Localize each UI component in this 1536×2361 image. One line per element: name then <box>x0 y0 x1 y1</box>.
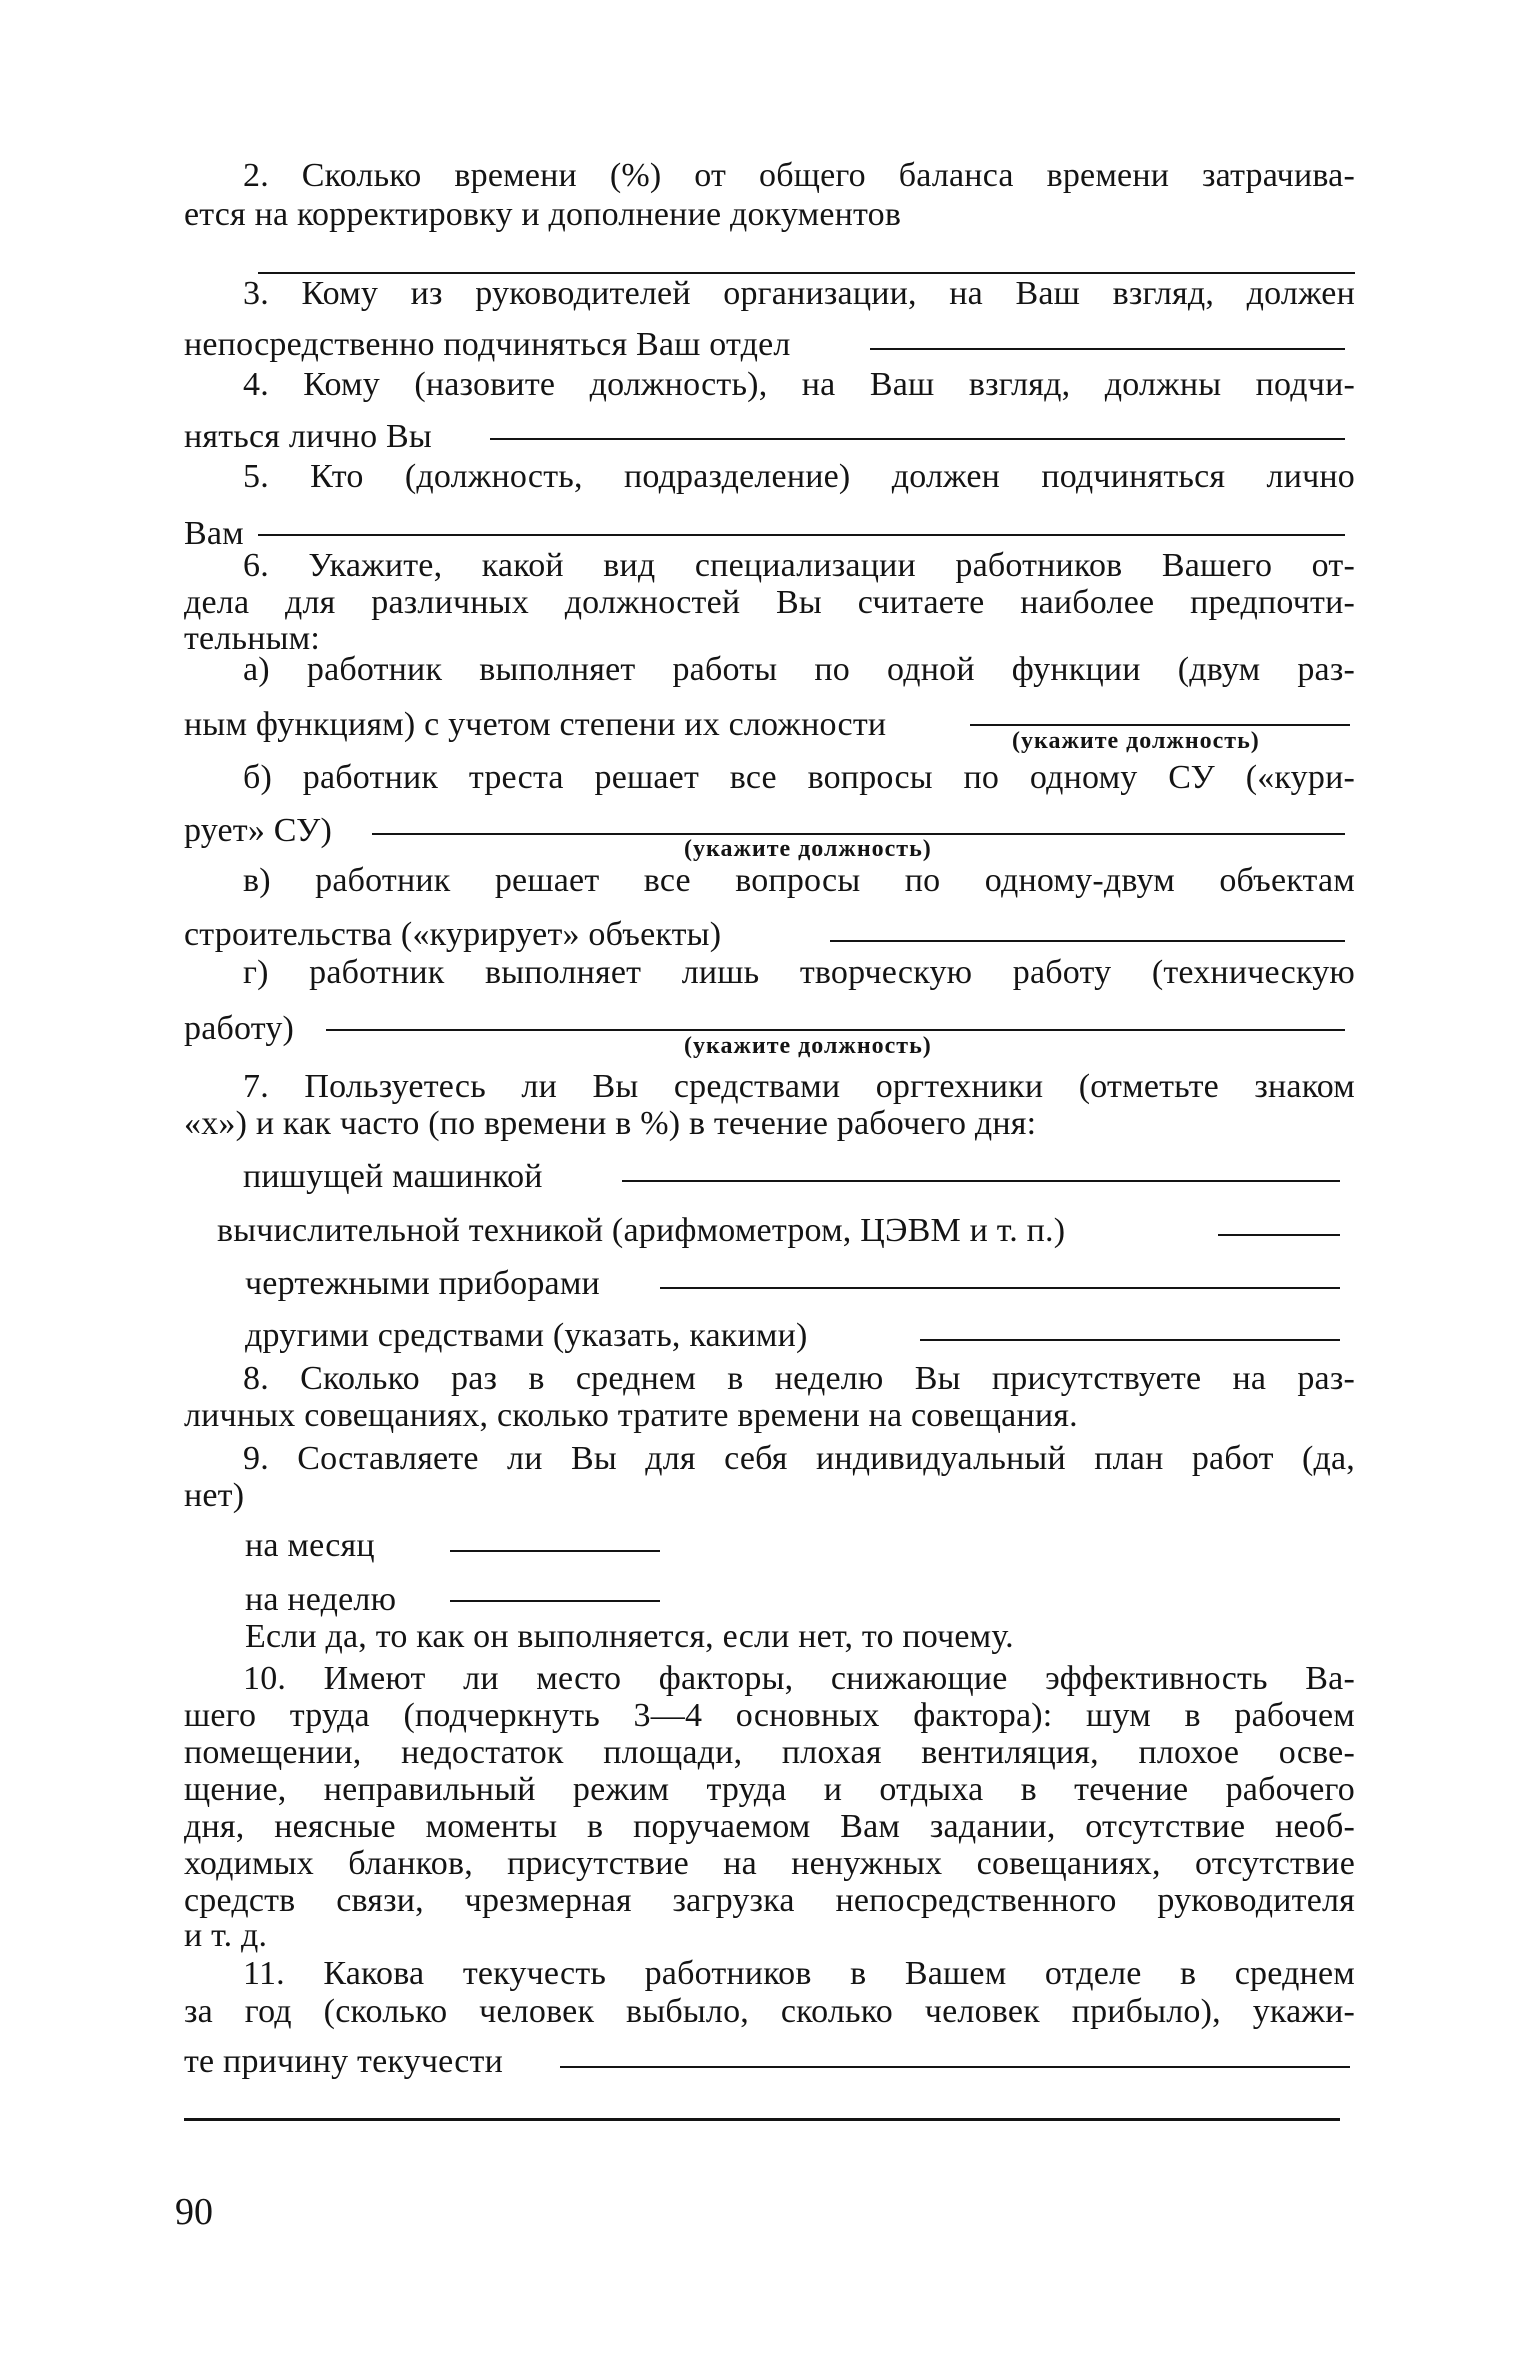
q7-item-typewriter: пишущей машинкой <box>243 1158 543 1195</box>
q6a-hint: (укажите должность) <box>1012 728 1260 754</box>
q10-line-2: шего труда (подчеркнуть 3—4 основных фактора): шум в рабочем <box>184 1697 1355 1734</box>
q9-line-1: 9. Составляете ли Вы для себя индивидуальный план работ (да, <box>243 1440 1355 1477</box>
q3-answer-line[interactable] <box>870 348 1345 350</box>
q10-line-7: средств связи, чрезмерная загрузка непосредственного руководителя <box>184 1882 1355 1919</box>
q10-line-3: помещении, недостаток площади, плохая вентиляция, плохое осве- <box>184 1734 1355 1771</box>
q9-note: Если да, то как он выполняется, если нет, то почему. <box>245 1618 1014 1655</box>
q9-week-label: на неделю <box>245 1581 397 1618</box>
q11-line-1: 11. Какова текучесть работников в Вашем отделе в среднем <box>243 1955 1355 1992</box>
q7-computing-answer-line[interactable] <box>1218 1234 1340 1236</box>
q6a-answer-line[interactable] <box>970 724 1350 726</box>
q6a-line-2: ным функциям) с учетом степени их сложности <box>184 706 887 743</box>
q6-line-2: дела для различных должностей Вы считаете наиболее предпочти- <box>184 584 1355 621</box>
q8-line-1: 8. Сколько раз в среднем в неделю Вы присутствуете на раз- <box>243 1360 1355 1397</box>
q6-line-1: 6. Укажите, какой вид специализации работников Вашего от- <box>243 547 1355 584</box>
q3-line-1: 3. Кому из руководителей организации, на Ваш взгляд, должен <box>243 275 1355 312</box>
q7-item-other: другими средствами (указать, какими) <box>245 1317 808 1354</box>
q6v-answer-line[interactable] <box>830 940 1345 942</box>
q6g-line-1: г) работник выполняет лишь творческую работу (техническую <box>243 954 1355 991</box>
q5-answer-line[interactable] <box>258 534 1345 536</box>
q9-line-2: нет) <box>184 1477 245 1514</box>
q6b-answer-line[interactable] <box>372 833 1345 835</box>
q4-line-1: 4. Кому (назовите должность), на Ваш взгляд, должны подчи- <box>243 366 1355 403</box>
q4-answer-line[interactable] <box>490 438 1345 440</box>
q9-week-answer-line[interactable] <box>450 1600 660 1602</box>
q6-line-3: тельным: <box>184 620 321 657</box>
q11-answer-line-2[interactable] <box>184 2118 1340 2121</box>
q7-item-drawing: чертежными приборами <box>245 1265 600 1302</box>
q6a-line-1: а) работник выполняет работы по одной функции (двум раз- <box>243 651 1355 688</box>
q7-drawing-answer-line[interactable] <box>660 1287 1340 1289</box>
q11-answer-line-1[interactable] <box>560 2066 1350 2068</box>
q7-item-computing: вычислительной техникой (арифмометром, ЦЭВМ и т. п.) <box>217 1212 1066 1249</box>
q10-line-8: и т. д. <box>184 1917 268 1954</box>
q7-line-1: 7. Пользуетесь ли Вы средствами оргтехники (отметьте знаком <box>243 1068 1355 1105</box>
q9-month-answer-line[interactable] <box>450 1550 660 1552</box>
q4-line-2: няться лично Вы <box>184 418 432 455</box>
q6g-line-2: работу) <box>184 1010 295 1047</box>
q7-line-2: «х») и как часто (по времени в %) в течение рабочего дня: <box>184 1105 1037 1142</box>
q2-line-2: ется на корректировку и дополнение документов <box>184 196 902 233</box>
q9-month-label: на месяц <box>245 1527 375 1564</box>
q10-line-5: дня, неясные моменты в поручаемом Вам задании, отсутствие необ- <box>184 1808 1355 1845</box>
q7-typewriter-answer-line[interactable] <box>622 1180 1340 1182</box>
q6v-line-2: строительства («курирует» объекты) <box>184 916 722 953</box>
q5-line-2: Вам <box>184 515 244 552</box>
q7-other-answer-line[interactable] <box>920 1339 1340 1341</box>
q6b-line-1: б) работник треста решает все вопросы по одному СУ («кури- <box>243 759 1355 796</box>
q3-line-2: непосредственно подчиняться Ваш отдел <box>184 326 791 363</box>
q10-line-4: щение, неправильный режим труда и отдыха в течение рабочего <box>184 1771 1355 1808</box>
q10-line-1: 10. Имеют ли место факторы, снижающие эффективность Ва- <box>243 1660 1355 1697</box>
q6g-hint: (укажите должность) <box>684 1033 932 1059</box>
q2-answer-line[interactable] <box>258 272 1355 274</box>
q8-line-2: личных совещаниях, сколько тратите времени на совещания. <box>184 1397 1078 1434</box>
q2-line-1: 2. Сколько времени (%) от общего баланса времени затрачива- <box>243 157 1355 194</box>
q5-line-1: 5. Кто (должность, подразделение) должен подчиняться лично <box>243 458 1355 495</box>
q10-line-6: ходимых бланков, присутствие на ненужных совещаниях, отсутствие <box>184 1845 1355 1882</box>
q6v-line-1: в) работник решает все вопросы по одному-двум объектам <box>243 862 1355 899</box>
q11-line-3: те причину текучести <box>184 2043 503 2080</box>
q6b-line-2: рует» СУ) <box>184 812 332 849</box>
q6g-answer-line[interactable] <box>326 1029 1345 1031</box>
page-number: 90 <box>175 2191 213 2233</box>
q6b-hint: (укажите должность) <box>684 836 932 862</box>
q11-line-2: за год (сколько человек выбыло, сколько человек прибыло), укажи- <box>184 1993 1355 2030</box>
